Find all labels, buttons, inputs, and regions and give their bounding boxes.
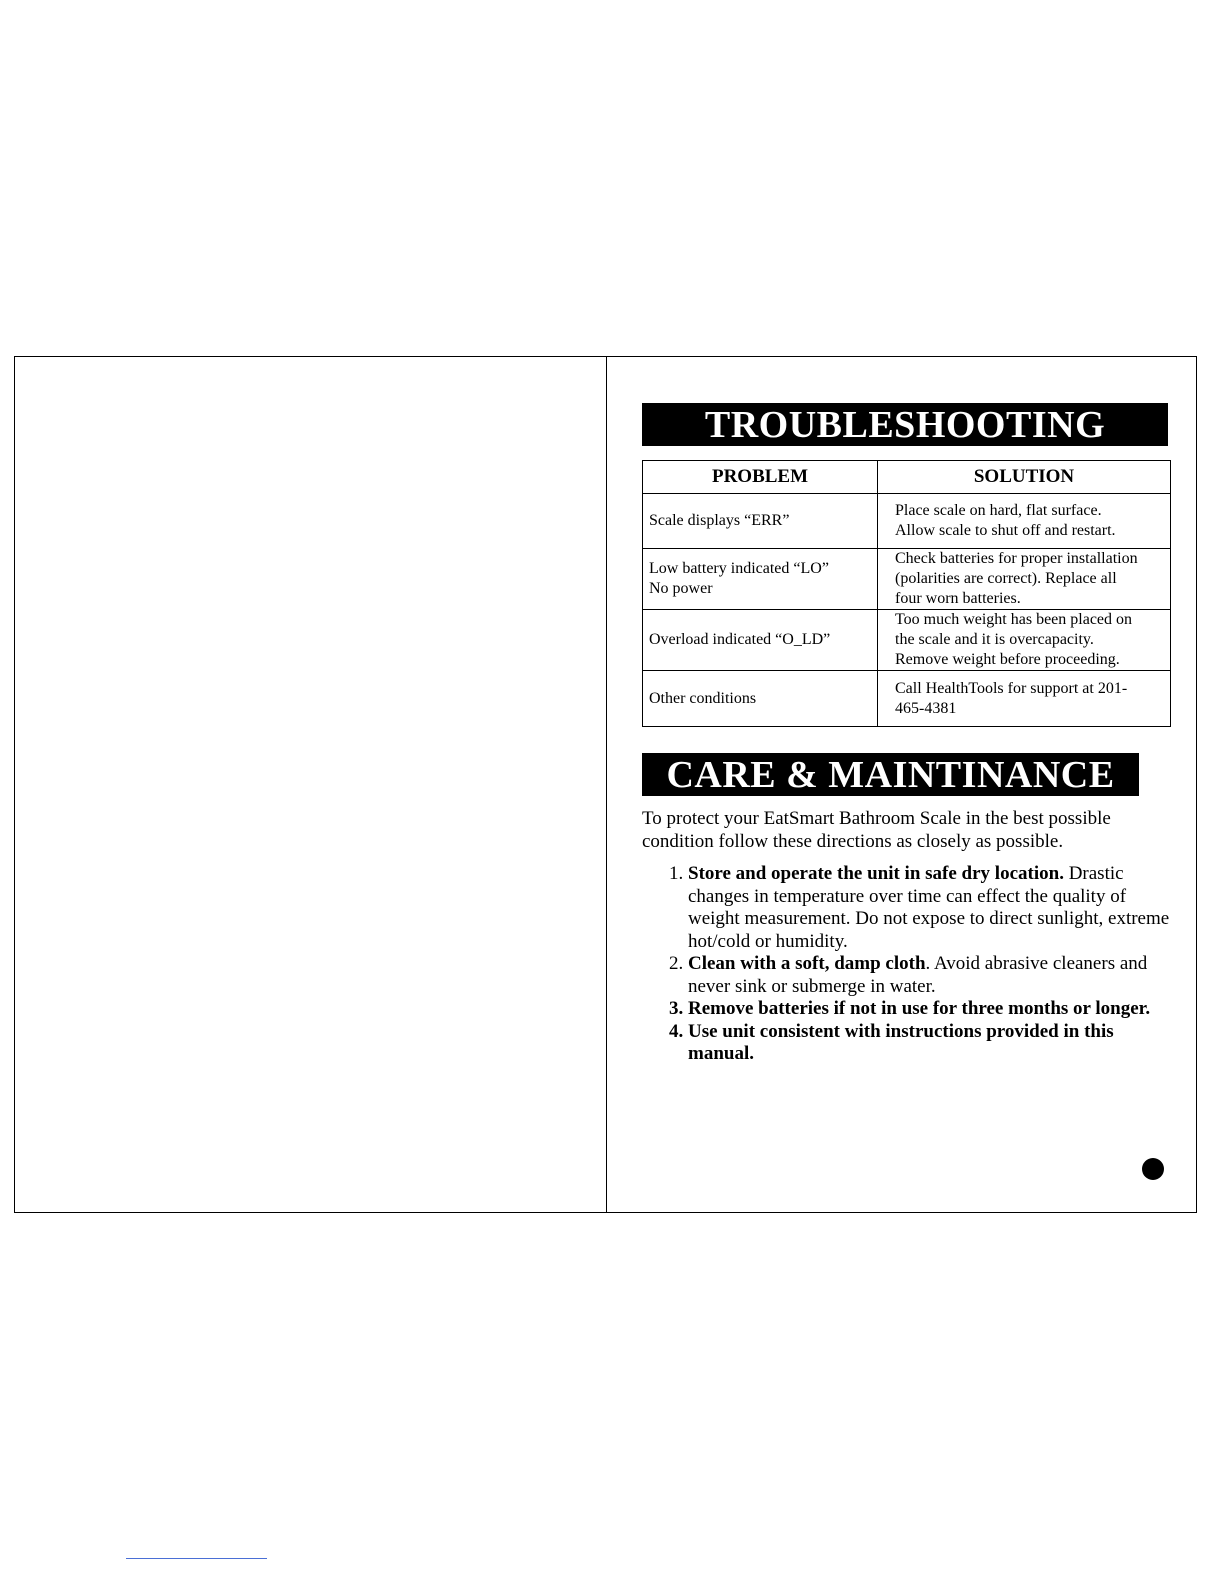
problem-cell bbox=[643, 610, 878, 671]
solution-cell bbox=[878, 610, 1171, 671]
problem-line: No power bbox=[649, 580, 713, 597]
list-item bbox=[688, 1021, 1172, 1066]
care-intro: To protect your EatSmart Bathroom Scale in the best possible condition follow these directions as closely as possible. bbox=[642, 808, 1111, 852]
problem-cell bbox=[643, 549, 878, 610]
care-heading: CARE & MAINTINANCE bbox=[642, 753, 1139, 796]
table-row bbox=[643, 494, 1171, 549]
problem-line: Other conditions bbox=[649, 689, 757, 707]
troubleshooting-heading: TROUBLESHOOTING bbox=[642, 403, 1168, 446]
item-emphasis: Store and operate the unit in safe dry location. bbox=[688, 863, 1064, 884]
column-header-solution: SOLUTION bbox=[878, 461, 1171, 494]
solution-line: Check batteries for proper installation bbox=[895, 550, 1138, 567]
table-row bbox=[643, 549, 1171, 610]
solution-line: Allow scale to shut off and restart. bbox=[895, 522, 1116, 539]
troubleshooting-table bbox=[642, 460, 1171, 727]
right-page bbox=[607, 357, 1197, 1212]
item-emphasis: Clean with a soft, damp cloth bbox=[688, 953, 926, 974]
list-item bbox=[688, 863, 1172, 953]
table-header-row bbox=[643, 461, 1171, 494]
item-text: Drastic changes in temperature over time can effect the quality of weight measurement. Do not expose to direct sunlight, extreme hot/cold or humidity. bbox=[688, 863, 1170, 952]
booklet-spread bbox=[14, 356, 1197, 1213]
problem-line: Overload indicated “O_LD” bbox=[649, 631, 831, 648]
item-emphasis: Remove batteries if not in use for three months or longer. bbox=[688, 998, 1151, 1019]
problem-line: Scale displays “ERR” bbox=[649, 512, 790, 529]
solution-line: (polarities are correct). Replace all bbox=[895, 570, 1117, 587]
solution-line: Place scale on hard, flat surface. bbox=[895, 502, 1102, 519]
problem-line: Low battery indicated “LO” bbox=[649, 560, 829, 577]
item-text: . Avoid abrasive cleaners and never sink or submerge in water. bbox=[688, 953, 1148, 997]
page-marker-dot bbox=[1142, 1158, 1164, 1180]
care-list bbox=[642, 863, 1172, 1066]
solution-line: Remove weight before proceeding. bbox=[895, 651, 1120, 668]
solution-line: Too much weight has been placed on bbox=[895, 611, 1133, 628]
solution-line: four worn batteries. bbox=[895, 590, 1021, 607]
table-row bbox=[643, 610, 1171, 671]
list-item bbox=[688, 998, 1172, 1021]
solution-line: Call HealthTools for support at 201- bbox=[895, 679, 1128, 697]
solution-cell bbox=[878, 494, 1171, 549]
column-header-problem: PROBLEM bbox=[643, 461, 878, 494]
problem-cell bbox=[643, 494, 878, 549]
solution-cell bbox=[878, 549, 1171, 610]
underline-mark bbox=[126, 1558, 267, 1559]
solution-line: 465-4381 bbox=[895, 699, 957, 717]
solution-cell bbox=[878, 671, 1171, 727]
item-emphasis: Use unit consistent with instructions provided in this manual. bbox=[688, 1020, 1114, 1064]
list-item bbox=[688, 953, 1172, 998]
table-row bbox=[643, 671, 1171, 727]
solution-line: the scale and it is overcapacity. bbox=[895, 631, 1094, 648]
problem-cell bbox=[643, 671, 878, 727]
